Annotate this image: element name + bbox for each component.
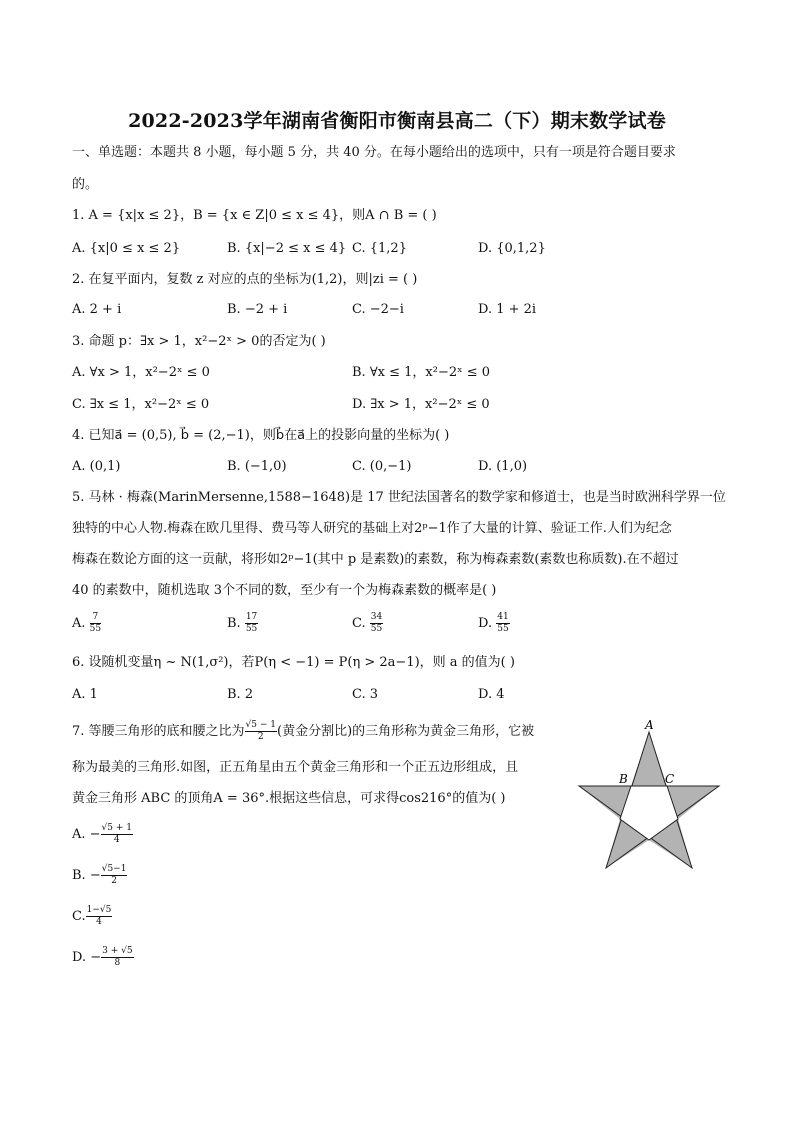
- q2-option-b: B. −2 + i: [227, 302, 288, 317]
- q3-option-a: A. ∀x > 1，x²−2ˣ ≤ 0: [72, 365, 210, 380]
- q5-option-a-fraction: [90, 612, 101, 635]
- question-6-stem: 6. 设随机变量η ~ N(1,σ²)，若P(η < −1) = P(η > 2a−1)，则 a 的值为( ): [72, 655, 515, 670]
- q7-line1-post: (黄金分割比)的三角形称为黄金三角形，它被: [277, 724, 535, 739]
- section-heading-line2: 的。: [72, 177, 99, 192]
- q5-option-b-label: B.: [227, 616, 241, 631]
- section-heading-line1: 一、单选题：本题共 8 小题，每小题 5 分，共 40 分。在每小题给出的选项中，只有一项是符合题目要求: [72, 145, 676, 160]
- numerator: 17: [245, 612, 258, 622]
- q7-line1-pre: 7. 等腰三角形的底和腰之比为: [72, 724, 245, 739]
- q3-option-d: D. ∃x > 1，x²−2ˣ ≤ 0: [352, 397, 490, 412]
- q5-option-b-fraction: [245, 612, 258, 635]
- q7-option-b-fraction: [101, 864, 128, 887]
- label-a: A: [645, 718, 654, 732]
- q4-option-a: A. (0,1): [72, 459, 121, 474]
- q7-option-b: [72, 864, 127, 887]
- q7-option-d: [72, 946, 134, 969]
- question-7-line3: 黄金三角形 ABC 的顶角A = 36°.根据这些信息，可求得cos216°的值为( ): [72, 791, 506, 806]
- numerator: √5 − 1: [245, 720, 276, 730]
- q3-option-c: C. ∃x ≤ 1，x²−2ˣ ≤ 0: [72, 397, 210, 412]
- q4-option-d: D. (1,0): [478, 459, 528, 474]
- q1-option-d: D. {0,1,2}: [478, 241, 546, 256]
- q7-option-c: [72, 905, 112, 928]
- q5-option-d-label: D.: [478, 616, 493, 631]
- q7-option-c-fraction: [86, 905, 113, 928]
- q7-option-c-label: C.: [72, 909, 86, 924]
- q5-option-c-label: C.: [352, 616, 366, 631]
- page-title: 2022-2023学年湖南省衡阳市衡南县高二（下）期末数学试卷: [128, 110, 666, 132]
- numerator: 1−√5: [86, 905, 112, 915]
- q6-option-c: C. 3: [352, 687, 379, 702]
- q7-option-a-fraction: [101, 823, 133, 846]
- q1-option-a: A. {x|0 ≤ x ≤ 2}: [72, 241, 181, 256]
- q2-option-c: C. −2−i: [352, 302, 404, 317]
- question-3-stem: 3. 命题 p：∃x > 1，x²−2ˣ > 0的否定为( ): [72, 334, 326, 349]
- numerator: 34: [370, 612, 383, 622]
- q7-option-d-label: D. −: [72, 950, 102, 965]
- denominator: 55: [370, 624, 383, 634]
- label-c: C: [665, 772, 675, 786]
- denominator: 4: [113, 835, 120, 845]
- question-5-line4: 40 的素数中，随机选取 3个不同的数，至少有一个为梅森素数的概率是( ): [72, 583, 497, 598]
- denominator: 8: [114, 958, 121, 968]
- q4-option-b: B. (−1,0): [227, 459, 287, 474]
- question-2-stem: 2. 在复平面内，复数 z 对应的点的坐标为(1,2)，则|zi = ( ): [72, 272, 418, 287]
- q4-option-c: C. (0,−1): [352, 459, 412, 474]
- q1-option-b: B. {x|−2 ≤ x ≤ 4}: [227, 241, 347, 256]
- denominator: 4: [96, 917, 102, 927]
- golden-ratio-fraction: [245, 720, 277, 743]
- q7-option-d-fraction: [101, 946, 133, 969]
- q7-option-a: [72, 823, 133, 846]
- q5-option-b: [227, 612, 258, 635]
- denominator: 55: [89, 624, 102, 634]
- pentagram-figure: [576, 718, 726, 873]
- q5-option-a: [72, 612, 101, 635]
- question-1-stem: 1. A = {x|x ≤ 2}，B = {x ∈ Z|0 ≤ x ≤ 4}，则A ∩ B = ( ): [72, 208, 437, 223]
- q6-option-b: B. 2: [227, 687, 254, 702]
- question-7-line1: [72, 720, 534, 743]
- question-5-line1: 5. 马林 · 梅森(MarinMersenne,1588−1648)是 17 世纪法国著名的数学家和修道士，也是当时欧洲科学界一位: [72, 490, 726, 505]
- denominator: 2: [111, 876, 117, 886]
- q5-option-d-fraction: [496, 612, 509, 635]
- numerator: 41: [497, 612, 509, 622]
- numerator: √5 + 1: [101, 823, 132, 833]
- q2-option-d: D. 1 + 2i: [478, 302, 537, 317]
- q5-option-a-label: A.: [72, 616, 86, 631]
- question-7-line2: 称为最美的三角形.如图，正五角星由五个黄金三角形和一个正五边形组成，且: [72, 760, 519, 775]
- q2-option-a: A. 2 + i: [72, 302, 122, 317]
- q7-option-b-label: B. −: [72, 868, 101, 883]
- q5-option-c-fraction: [370, 612, 383, 635]
- denominator: 55: [245, 624, 258, 634]
- label-b: B: [619, 772, 628, 786]
- q1-option-c: C. {1,2}: [352, 241, 407, 256]
- numerator: √5−1: [101, 864, 127, 874]
- q3-option-b: B. ∀x ≤ 1，x²−2ˣ ≤ 0: [352, 365, 491, 380]
- triangle-top: [631, 732, 667, 786]
- denominator: 55: [497, 624, 509, 634]
- q5-option-c: [352, 612, 383, 635]
- numerator: 3 + √5: [102, 946, 133, 956]
- question-4-stem: 4. 已知a⃗ = (0,5), b⃗ = (2,−1)，则b⃗在a⃗上的投影向量的坐标为( ): [72, 428, 450, 443]
- q6-option-a: A. 1: [72, 687, 98, 702]
- numerator: 7: [90, 612, 101, 624]
- q5-option-d: [478, 612, 510, 635]
- question-5-line2: 独特的中心人物.梅森在欧几里得、费马等人研究的基础上对2ᵖ−1作了大量的计算、验证工作.人们为纪念: [72, 521, 672, 536]
- question-5-line3: 梅森在数论方面的这一贡献，将形如2ᵖ−1(其中 p 是素数)的素数，称为梅森素数(素数也称质数).在不超过: [72, 552, 679, 567]
- q6-option-d: D. 4: [478, 687, 505, 702]
- q7-option-a-label: A. −: [72, 827, 101, 842]
- denominator: 2: [257, 732, 264, 742]
